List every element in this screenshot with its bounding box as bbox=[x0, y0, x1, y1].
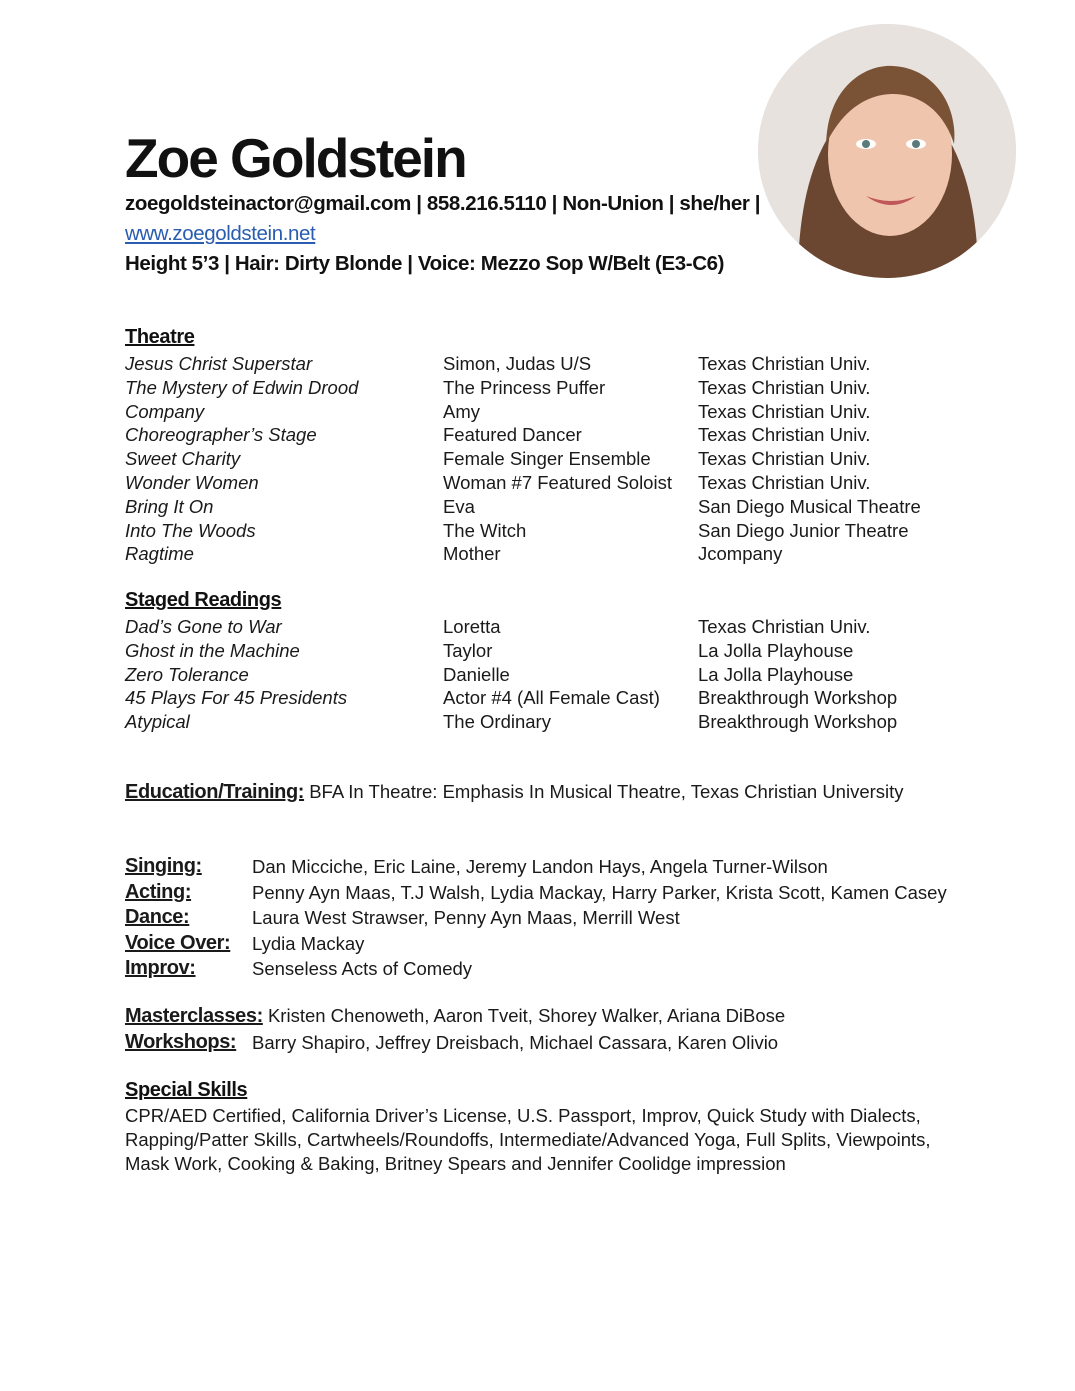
credit-role: The Princess Puffer bbox=[443, 376, 606, 398]
credit-venue: La Jolla Playhouse bbox=[698, 639, 854, 661]
workshops-value: Barry Shapiro, Jeffrey Dreisbach, Michael Cassara, Karen Olivio bbox=[252, 1032, 779, 1053]
credit-row bbox=[0, 640, 1075, 664]
section-heading-staged-readings: Staged Readings bbox=[125, 589, 282, 611]
credit-venue: Texas Christian Univ. bbox=[698, 353, 871, 374]
credit-role: The Ordinary bbox=[443, 711, 551, 733]
credit-venue: San Diego Junior Theatre bbox=[698, 519, 909, 541]
credit-show: Sweet Charity bbox=[125, 448, 241, 470]
credit-role: Featured Dancer bbox=[443, 424, 582, 446]
credit-venue: Texas Christian Univ. bbox=[698, 424, 871, 446]
credit-role: Actor #4 (All Female Cast) bbox=[443, 687, 660, 709]
credit-show: Choreographer’s Stage bbox=[125, 424, 317, 446]
training-label: Dance: bbox=[125, 906, 190, 928]
credit-show: Company bbox=[125, 400, 205, 422]
workshops-label: Workshops: bbox=[125, 1031, 237, 1053]
credit-show: Into The Woods bbox=[125, 519, 256, 541]
training-row bbox=[0, 906, 1075, 931]
skills-line: Mask Work, Cooking & Baking, Britney Spears and Jennifer Coolidge impression bbox=[125, 1153, 786, 1174]
credit-show: Ghost in the Machine bbox=[125, 639, 300, 661]
credit-role: Woman #7 Featured Soloist bbox=[443, 472, 672, 493]
credit-row bbox=[0, 543, 1075, 567]
credit-row bbox=[0, 424, 1075, 448]
education-label: Education/Training: bbox=[125, 781, 305, 803]
credit-row bbox=[0, 520, 1075, 544]
credit-show: Jesus Christ Superstar bbox=[125, 353, 313, 374]
credit-role: Eva bbox=[443, 495, 475, 517]
workshops-line bbox=[0, 1031, 1075, 1056]
training-teachers: Dan Micciche, Eric Laine, Jeremy Landon Hays, Angela Turner-Wilson bbox=[252, 856, 828, 877]
credit-row bbox=[0, 616, 1075, 640]
credit-row bbox=[0, 472, 1075, 496]
credit-show: Bring It On bbox=[125, 495, 214, 517]
training-label: Voice Over: bbox=[125, 931, 231, 954]
credit-venue: Texas Christian Univ. bbox=[698, 376, 871, 398]
credit-row bbox=[0, 687, 1075, 711]
credit-venue: San Diego Musical Theatre bbox=[698, 495, 921, 517]
credit-role: Danielle bbox=[443, 663, 510, 685]
training-row bbox=[0, 855, 1075, 880]
credit-role: Female Singer Ensemble bbox=[443, 448, 651, 470]
credit-row bbox=[0, 401, 1075, 425]
masterclasses-label: Masterclasses: bbox=[125, 1005, 263, 1027]
skills-line: CPR/AED Certified, California Driver’s License, U.S. Passport, Improv, Quick Study with Dialects, bbox=[125, 1105, 921, 1126]
masterclasses-line bbox=[125, 1005, 785, 1028]
credit-row bbox=[0, 377, 1075, 401]
credit-role: Simon, Judas U/S bbox=[443, 353, 592, 374]
section-heading-theatre: Theatre bbox=[125, 326, 195, 348]
special-skills-text bbox=[125, 1104, 955, 1176]
credit-venue: Texas Christian Univ. bbox=[698, 448, 871, 470]
training-label: Acting: bbox=[125, 880, 192, 903]
education-value: BFA In Theatre: Emphasis In Musical Theatre, Texas Christian University bbox=[304, 781, 904, 802]
credit-show: 45 Plays For 45 Presidents bbox=[125, 687, 348, 709]
masterclasses-value: Kristen Chenoweth, Aaron Tveit, Shorey Walker, Ariana DiBose bbox=[262, 1005, 786, 1026]
training-teachers: Senseless Acts of Comedy bbox=[252, 958, 473, 979]
credit-show: Dad’s Gone to War bbox=[125, 616, 282, 637]
credit-role: Amy bbox=[443, 400, 480, 422]
training-teachers: Penny Ayn Maas, T.J Walsh, Lydia Mackay, Harry Parker, Krista Scott, Kamen Casey bbox=[252, 881, 947, 903]
credit-show: Ragtime bbox=[125, 543, 194, 565]
credit-venue: Texas Christian Univ. bbox=[698, 472, 871, 493]
training-teachers: Laura West Strawser, Penny Ayn Maas, Merrill West bbox=[252, 907, 680, 928]
credit-role: Mother bbox=[443, 543, 501, 565]
credit-row bbox=[0, 353, 1075, 377]
training-row bbox=[0, 957, 1075, 982]
credit-venue: La Jolla Playhouse bbox=[698, 663, 854, 685]
credit-venue: Texas Christian Univ. bbox=[698, 616, 871, 637]
training-teachers: Lydia Mackay bbox=[252, 932, 365, 954]
skills-line: Rapping/Patter Skills, Cartwheels/Roundoffs, Intermediate/Advanced Yoga, Full Splits, Viewpoints, bbox=[125, 1129, 931, 1150]
training-label: Improv: bbox=[125, 957, 196, 979]
headshot-photo bbox=[758, 24, 1016, 278]
credit-show: Wonder Women bbox=[125, 472, 259, 493]
physical-stats-line: Height 5’3 | Hair: Dirty Blonde | Voice: Mezzo Sop W/Belt (E3-C6) bbox=[125, 252, 725, 275]
credit-show: The Mystery of Edwin Drood bbox=[125, 376, 359, 398]
credit-venue: Breakthrough Workshop bbox=[698, 711, 898, 733]
training-row bbox=[0, 932, 1075, 957]
training-label: Singing: bbox=[125, 855, 202, 877]
credit-row bbox=[0, 448, 1075, 472]
credit-venue: Breakthrough Workshop bbox=[698, 687, 898, 709]
credit-show: Zero Tolerance bbox=[125, 663, 249, 685]
credit-venue: Jcompany bbox=[698, 543, 783, 565]
section-heading-special-skills: Special Skills bbox=[125, 1079, 248, 1101]
credit-show: Atypical bbox=[125, 711, 190, 733]
credit-row bbox=[0, 711, 1075, 735]
credit-row bbox=[0, 664, 1075, 688]
contact-line: zoegoldsteinactor@gmail.com | 858.216.5110 | Non-Union | she/her | bbox=[125, 192, 761, 215]
website-link[interactable]: www.zoegoldstein.net bbox=[125, 222, 316, 245]
credit-venue: Texas Christian Univ. bbox=[698, 400, 871, 422]
resume-name: Zoe Goldstein bbox=[125, 127, 466, 189]
credit-row bbox=[0, 496, 1075, 520]
credit-role: Loretta bbox=[443, 616, 501, 637]
training-row bbox=[0, 881, 1075, 906]
education-line bbox=[125, 781, 904, 804]
credit-role: The Witch bbox=[443, 519, 527, 541]
credit-role: Taylor bbox=[443, 639, 493, 661]
